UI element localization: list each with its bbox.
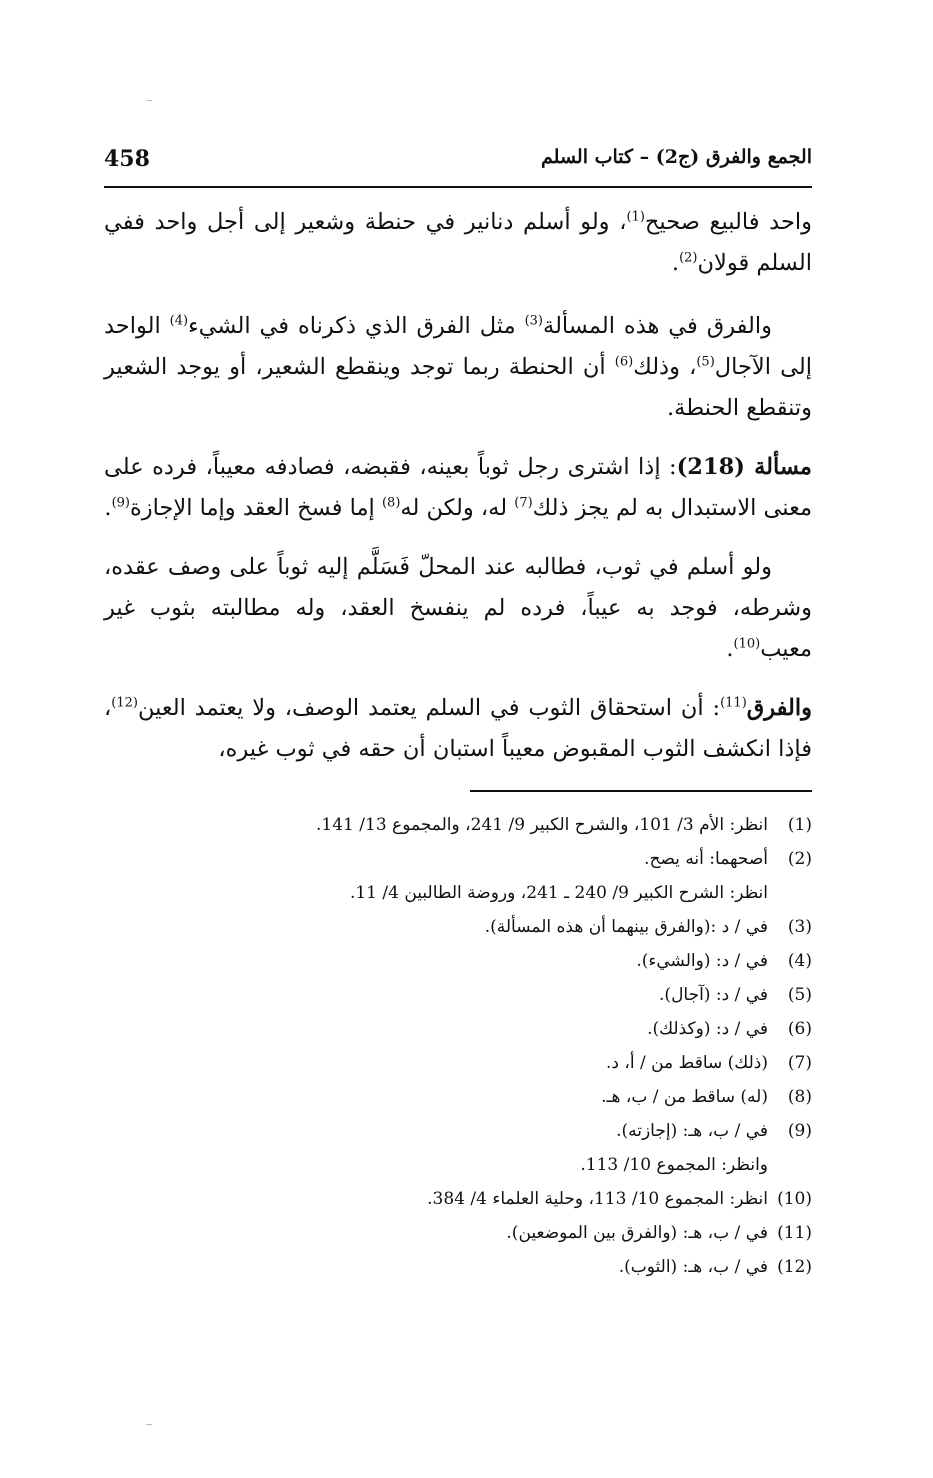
footnote-text: في / د :(والفرق بينهما أن هذه المسألة). [484, 917, 768, 937]
text-run: له، ولكن له [400, 495, 515, 521]
footnote-ref: (10) [733, 636, 761, 652]
footnote-ref: (4) [169, 313, 189, 329]
text-run: إما فسخ العقد وإما الإجازة [130, 495, 382, 521]
footnote-ref: (6) [614, 354, 634, 370]
footnote-number: (8) [787, 1087, 812, 1107]
footnote-text: في / ب، هـ: (الثوب). [618, 1257, 768, 1277]
scan-mark [146, 100, 152, 101]
footnote-number: (10) [777, 1189, 812, 1209]
text-run: والفرق في هذه المسألة [543, 313, 772, 339]
footnote [104, 1080, 812, 1114]
footnote [104, 1046, 812, 1080]
main-text [104, 202, 812, 770]
footnote-number: (9) [787, 1121, 812, 1141]
footnote [104, 808, 812, 842]
footnote [104, 842, 812, 876]
footnote-ref: (9) [111, 495, 130, 511]
footnote-ref: (11) [720, 695, 747, 711]
footnote [104, 1182, 812, 1216]
text-run: . [726, 636, 734, 662]
footnote [104, 944, 812, 978]
footnote-text: في / د: (آجال). [659, 985, 768, 1005]
footnote-number: (6) [787, 1019, 812, 1039]
footnote-number: (11) [777, 1223, 812, 1243]
paragraph [104, 447, 812, 529]
text-run: ولو أسلم في ثوب، فطالبه عند المحلّ فَسَلَّم إليه ثوباً على وصف عقده، وشرطه، فوجد به عيباً، فرده لم ينفسخ العقد، وله مطالبته بثوب غير معيب [104, 554, 812, 662]
paragraph [104, 547, 812, 670]
footnote-ref: (2) [679, 250, 698, 266]
footnote-text: انظر: المجموع 10/ 113، وحلية العلماء 4/ 384. [427, 1189, 768, 1209]
footnote-text: في / د: (والشيء). [636, 951, 768, 971]
text-run: ، وذلك [633, 354, 697, 380]
book-page [104, 140, 812, 1284]
paragraph [104, 202, 812, 284]
footnote-ref: (8) [381, 495, 401, 511]
footnote-number: (1) [787, 815, 812, 835]
footnote-continuation: وانظر: المجموع 10/ 113. [580, 1155, 768, 1175]
paragraph [104, 688, 812, 770]
text-run: مثل الفرق الذي ذكرناه في الشيء [188, 313, 525, 339]
footnote-ref: (5) [696, 354, 715, 370]
footnote-separator [470, 790, 812, 792]
footnote-text: (له) ساقط من / ب، هـ. [601, 1087, 768, 1107]
running-title: الجمع والفرق (ج2) – كتاب السلم [541, 146, 812, 168]
text-run: ، ولو أسلم دنانير في حنطة وشعير إلى أجل واحد ففي السلم قولان [104, 209, 812, 276]
text-run: : إذا اشترى رجل ثوباً بعينه، فقبضه، فصادفه معيباً، فرده على معنى الاستبدال به لم يجز ذلك [104, 454, 812, 521]
difference-heading: والفرق [746, 695, 812, 721]
footnote-number: (4) [787, 951, 812, 971]
footnote-ref: (7) [514, 495, 533, 511]
footnote-text: أصحهما: أنه يصح. [644, 849, 768, 869]
footnote-ref: (1) [626, 209, 645, 225]
footnote [104, 1216, 812, 1250]
footnote [104, 1114, 812, 1148]
footnote-number: (5) [787, 985, 812, 1005]
footnotes [104, 808, 812, 1284]
text-run: . [671, 250, 680, 276]
footnote-number: (12) [777, 1257, 812, 1277]
footnote-text: (ذلك) ساقط من / أ، د. [605, 1053, 768, 1073]
footnote-text: في / ب، هـ: (إجازته). [616, 1121, 768, 1141]
footnote-text: انظر: الأم 3/ 101، والشرح الكبير 9/ 241، والمجموع 13/ 141. [316, 815, 768, 835]
text-run: : أن استحقاق الثوب في السلم يعتمد الوصف، ولا يعتمد العين [137, 695, 721, 721]
page-number: 458 [104, 146, 150, 172]
text-run: ، فإذا انكشف الثوب المقبوض معيباً استبان أن حقه في ثوب غيره، [104, 695, 812, 762]
footnote-ref: (12) [111, 695, 138, 711]
footnote-ref: (3) [524, 313, 543, 329]
issue-heading: مسألة (218) [676, 454, 812, 480]
footnote-text: في / ب، هـ: (والفرق بين الموضعين). [506, 1223, 768, 1243]
footnote-number: (7) [787, 1053, 812, 1073]
text-run: . [104, 495, 112, 521]
footnote-text: في / د: (وكذلك). [647, 1019, 768, 1039]
text-run: أن الحنطة ربما توجد وينقطع الشعير، أو يوجد الشعير وتنقطع الحنطة. [104, 354, 812, 421]
footnote [104, 1012, 812, 1046]
text-run: الواحد إلى الآجال [104, 313, 812, 380]
text-run: واحد فالبيع صحيح [644, 209, 812, 235]
footnote-number: (2) [787, 849, 812, 869]
footnote-number: (3) [787, 917, 812, 937]
paragraph [104, 306, 812, 429]
footnote [104, 1250, 812, 1284]
page-header [104, 140, 812, 188]
footnote [104, 978, 812, 1012]
footnote-continuation: انظر: الشرح الكبير 9/ 240 ـ 241، وروضة الطالبين 4/ 11. [349, 883, 768, 903]
scan-mark [146, 1424, 152, 1425]
footnote [104, 910, 812, 944]
